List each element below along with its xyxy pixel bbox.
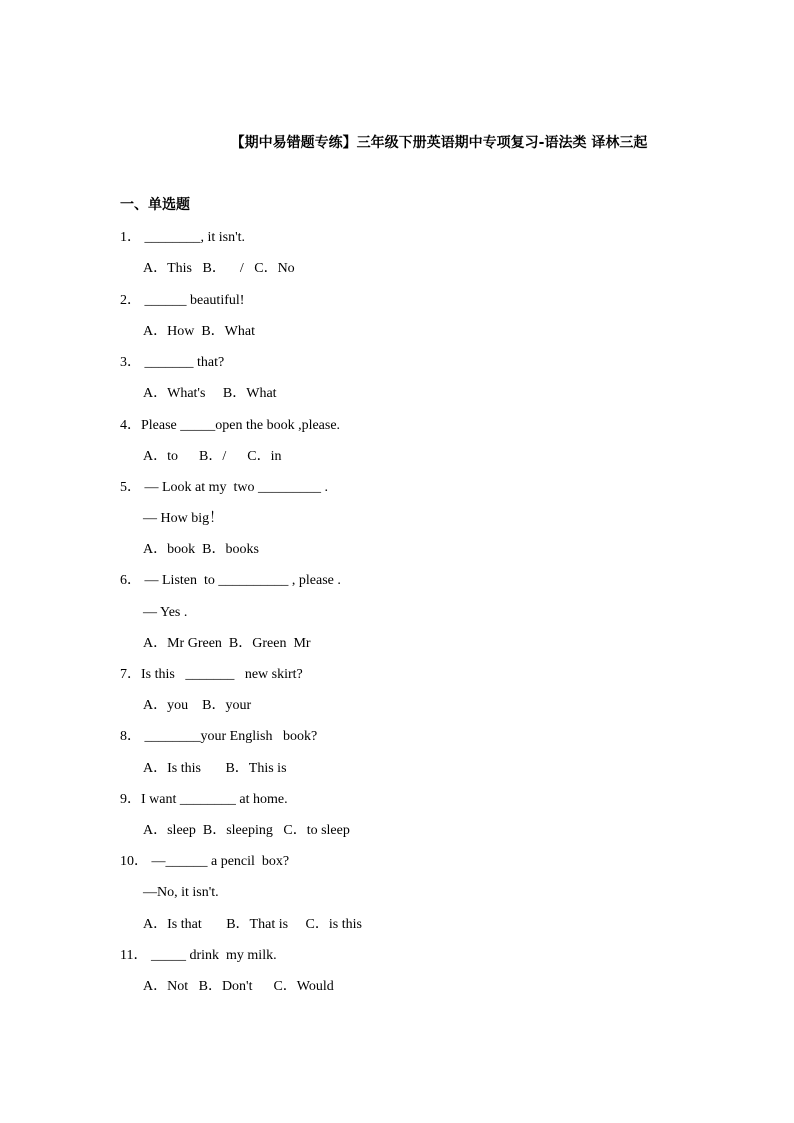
question-stem: 8． ________your English book? — [120, 729, 318, 744]
question-stem: 1． ________, it isn't. — [120, 230, 246, 245]
question-option-line: A．What's B．What — [143, 386, 277, 401]
question-option-line: — How big！ — [143, 511, 224, 526]
question-option-line: —No, it isn't. — [143, 885, 219, 900]
question-stem: 11． _____ drink my milk. — [120, 948, 277, 963]
section-heading: 一、单选题 — [120, 197, 190, 213]
question-option-line: A．sleep B．sleeping C．to sleep — [143, 823, 350, 838]
question-option-line: A．Not B．Don't C．Would — [143, 979, 334, 994]
question-option-line: A．How B．What — [143, 324, 255, 339]
question-option-line: A．book B．books — [143, 542, 259, 557]
question-stem: 6． — Listen to __________ , please . — [120, 573, 341, 588]
question-stem: 7．Is this _______ new skirt? — [120, 667, 303, 682]
page-title: 【期中易错题专练】三年级下册英语期中专项复习-语法类 译林三起 — [230, 135, 648, 151]
question-option-line: A．Is that B．That is C．is this — [143, 917, 362, 932]
question-stem: 10． —______ a pencil box? — [120, 854, 290, 869]
question-option-line: A．Mr Green B．Green Mr — [143, 636, 311, 651]
question-option-line: A．Is this B．This is — [143, 761, 287, 776]
question-stem: 3． _______ that? — [120, 355, 225, 370]
question-stem: 2． ______ beautiful! — [120, 293, 245, 308]
question-stem: 4．Please _____open the book ,please. — [120, 418, 341, 433]
question-option-line: A．This B． / C．No — [143, 261, 295, 276]
question-option-line: A．you B．your — [143, 698, 252, 713]
question-option-line: A．to B．/ C．in — [143, 449, 282, 464]
question-option-line: — Yes . — [143, 605, 188, 620]
question-stem: 9．I want ________ at home. — [120, 792, 288, 807]
question-stem: 5． — Look at my two _________ . — [120, 480, 329, 495]
